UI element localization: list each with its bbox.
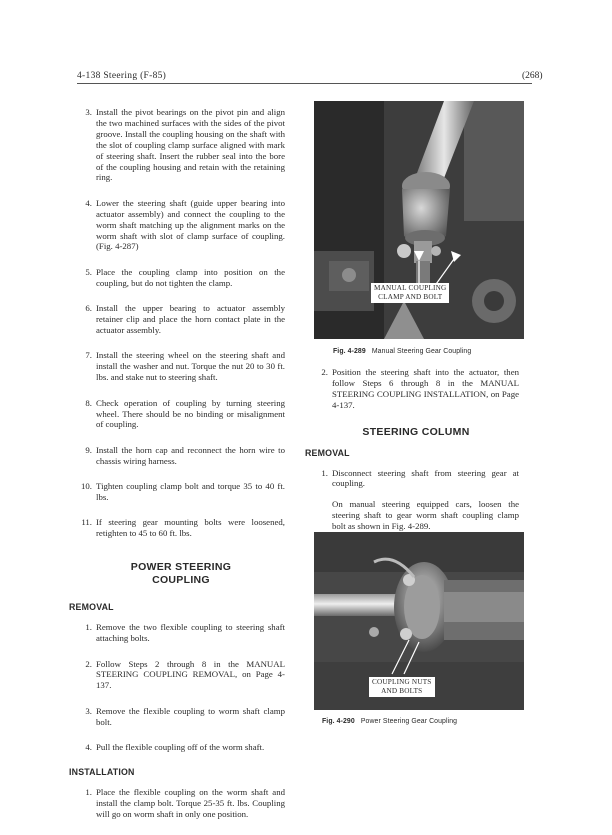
step-item bbox=[77, 659, 285, 692]
step-text: Check operation of coupling by turning steering wheel. There should be no binding or misalignment of coupling. bbox=[96, 397, 285, 430]
figure-290-callout bbox=[369, 677, 435, 697]
right-column bbox=[305, 367, 519, 532]
removal-steps-list bbox=[77, 622, 285, 753]
step-text: Install the pivot bearings on the pivot pin and align the two machined surfaces with the sides of the pivot groove. Install the coupling housing on the shaft with the slot of coupling clamp surface aligned with mark of steering shaft. Insert the rubber seal into the bore of the coupling housing and retain with the retaining ring. bbox=[96, 107, 285, 183]
step-number: 8. bbox=[85, 397, 92, 408]
step-text: Follow Steps 2 through 8 in the MANUAL STEERING COUPLING REMOVAL, on Page 4-137. bbox=[96, 658, 285, 691]
figure-289-caption bbox=[333, 348, 471, 355]
figure-290-caption bbox=[322, 718, 457, 725]
step-text: Lower the steering shaft (guide upper bearing into actuator assembly) and connect the coupling to the worm shaft matching up the alignment marks on the worm shaft with slot of clamp surface of coupling. (Fig. 4-287) bbox=[96, 197, 285, 252]
step-item bbox=[313, 367, 519, 411]
step-item bbox=[77, 445, 285, 467]
step-number: 10. bbox=[81, 481, 92, 492]
step-number: 1. bbox=[85, 787, 92, 798]
step-text: Pull the flexible coupling off of the worm shaft. bbox=[96, 742, 265, 753]
figure-289-callout bbox=[371, 283, 449, 303]
step-number: 9. bbox=[85, 444, 92, 455]
header-rule bbox=[77, 83, 532, 84]
step-number: 2. bbox=[321, 367, 328, 377]
step-number: 7. bbox=[85, 350, 92, 361]
step-item bbox=[77, 398, 285, 431]
step-number: 1. bbox=[85, 622, 92, 633]
left-column bbox=[69, 107, 285, 835]
step-item bbox=[77, 107, 285, 183]
install-steps-list bbox=[77, 107, 285, 539]
step-item bbox=[77, 517, 285, 539]
step-item bbox=[77, 303, 285, 336]
step-text: Tighten coupling clamp bolt and torque 35 to 40 ft. lbs. bbox=[96, 481, 285, 503]
installation-steps-list bbox=[77, 787, 285, 820]
step-text: If steering gear mounting bolts were loosened, retighten to 45 to 60 ft. lbs. bbox=[96, 517, 285, 539]
step-item bbox=[77, 622, 285, 644]
callout-line: AND BOLTS bbox=[381, 687, 423, 695]
figure-289-photo bbox=[314, 101, 524, 339]
step-number: 4. bbox=[85, 197, 92, 208]
figure-290-photo bbox=[314, 532, 524, 710]
step-text: Remove the flexible coupling to worm shaft clamp bolt. bbox=[96, 705, 285, 727]
step-number: 5. bbox=[85, 266, 92, 277]
step-text: Install the horn cap and reconnect the horn wire to chassis wiring harness. bbox=[96, 444, 285, 466]
step-text: Install the steering wheel on the steering shaft and install the washer and nut. Torque the nut 20 to 30 ft. lbs. and stake nut to steering shaft. bbox=[96, 350, 285, 383]
step-number: 4. bbox=[85, 742, 92, 753]
step-item bbox=[77, 706, 285, 728]
running-header: 4-138 Steering (F-85) bbox=[77, 71, 167, 81]
install-steps-continued-list bbox=[313, 367, 519, 411]
figure-title: Power Steering Gear Coupling bbox=[360, 718, 458, 725]
power-steering-coupling-heading bbox=[77, 561, 285, 587]
step-number: 2. bbox=[85, 658, 92, 669]
figure-title: Manual Steering Gear Coupling bbox=[371, 348, 472, 355]
step-item bbox=[313, 468, 519, 490]
step-text: Place the flexible coupling on the worm shaft and install the clamp bolt. Torque 25-35 ft. lbs. Coupling will go on worm shaft in only one position. bbox=[96, 787, 285, 820]
removal-heading: REMOVAL bbox=[305, 447, 350, 458]
figure-number: Fig. 4-289 bbox=[333, 348, 366, 355]
heading-line: POWER STEERING bbox=[130, 561, 232, 574]
step-number: 3. bbox=[85, 705, 92, 716]
step-text: Position the steering shaft into the actuator, then follow Steps 6 through 8 in the MANUAL STEERING COUPLING INSTALLATION, on Page 4-137. bbox=[332, 367, 519, 410]
step-number: 11. bbox=[81, 517, 92, 528]
page-number: (268) bbox=[522, 71, 543, 81]
step-item bbox=[77, 267, 285, 289]
step-item bbox=[77, 787, 285, 820]
installation-heading: INSTALLATION bbox=[69, 767, 135, 778]
step-number: 1. bbox=[321, 467, 328, 478]
callout-line: MANUAL COUPLING bbox=[374, 284, 447, 292]
manual-steering-note: On manual steering equipped cars, loosen the steering shaft to gear worm shaft coupling clamp bolt as shown in Fig. 4-289. bbox=[332, 499, 519, 532]
step-item bbox=[77, 350, 285, 383]
step-text: Disconnect steering shaft from steering gear at coupling. bbox=[332, 467, 519, 489]
step-number: 3. bbox=[85, 107, 92, 117]
step-item bbox=[77, 481, 285, 503]
step-number: 6. bbox=[85, 303, 92, 314]
step-item bbox=[77, 742, 285, 753]
steering-column-heading: STEERING COLUMN bbox=[362, 425, 470, 438]
step-text: Install the upper bearing to actuator assembly retainer clip and place the horn contact plate in the actuator assembly. bbox=[96, 303, 285, 335]
heading-line: COUPLING bbox=[152, 574, 210, 587]
steering-coupling-photo-illustration bbox=[314, 101, 524, 339]
step-text: Place the coupling clamp into position on the coupling, but do not tighten the clamp. bbox=[96, 266, 285, 288]
callout-line: CLAMP AND BOLT bbox=[378, 293, 443, 301]
step-item bbox=[77, 198, 285, 253]
step-text: Remove the two flexible coupling to steering shaft attaching bolts. bbox=[96, 622, 285, 644]
callout-line: COUPLING NUTS bbox=[372, 678, 432, 686]
column-removal-steps-list bbox=[313, 468, 519, 490]
removal-heading: REMOVAL bbox=[69, 602, 114, 613]
figure-number: Fig. 4-290 bbox=[322, 718, 355, 725]
